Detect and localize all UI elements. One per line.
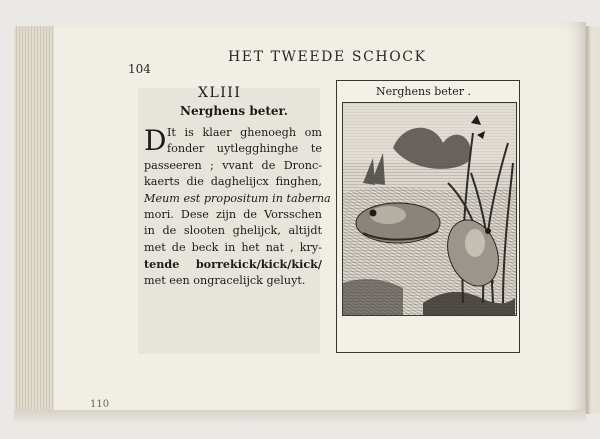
body-line: passeeren ; vvant de Dronc- xyxy=(144,158,322,172)
body-line: tende borrekick/kick/kick/ xyxy=(144,257,322,272)
body-line: Meum est propositum in taberna xyxy=(144,191,331,205)
folio-mark: 110 xyxy=(90,399,110,410)
body-line: It is klaer ghenoegh om xyxy=(167,126,322,139)
book-shadow xyxy=(14,410,586,424)
body-line: fonder uytlegghinghe te xyxy=(167,142,322,156)
plate-title: Nerghens beter . xyxy=(376,85,471,98)
body-line: met de beck in het nat , kry- xyxy=(144,240,322,254)
frog-engraving xyxy=(342,102,517,316)
body-line: in de slooten ghelijck, altijdt xyxy=(144,224,322,238)
section-number: XLIII xyxy=(198,85,242,101)
body-line: mori. Dese zijn de Vorsschen xyxy=(144,208,322,222)
running-head: HET TWEEDE SCHOCK xyxy=(228,49,427,65)
body-line: kaerts die daghelijcx finghen, xyxy=(144,175,322,189)
section-title: Nerghens beter. xyxy=(180,104,288,118)
drop-cap: D xyxy=(144,124,167,157)
body-text xyxy=(144,125,331,289)
next-page-edge xyxy=(586,26,600,414)
page-number: 104 xyxy=(128,62,151,76)
body-line: met een ongracelijck geluyt. xyxy=(144,273,306,287)
